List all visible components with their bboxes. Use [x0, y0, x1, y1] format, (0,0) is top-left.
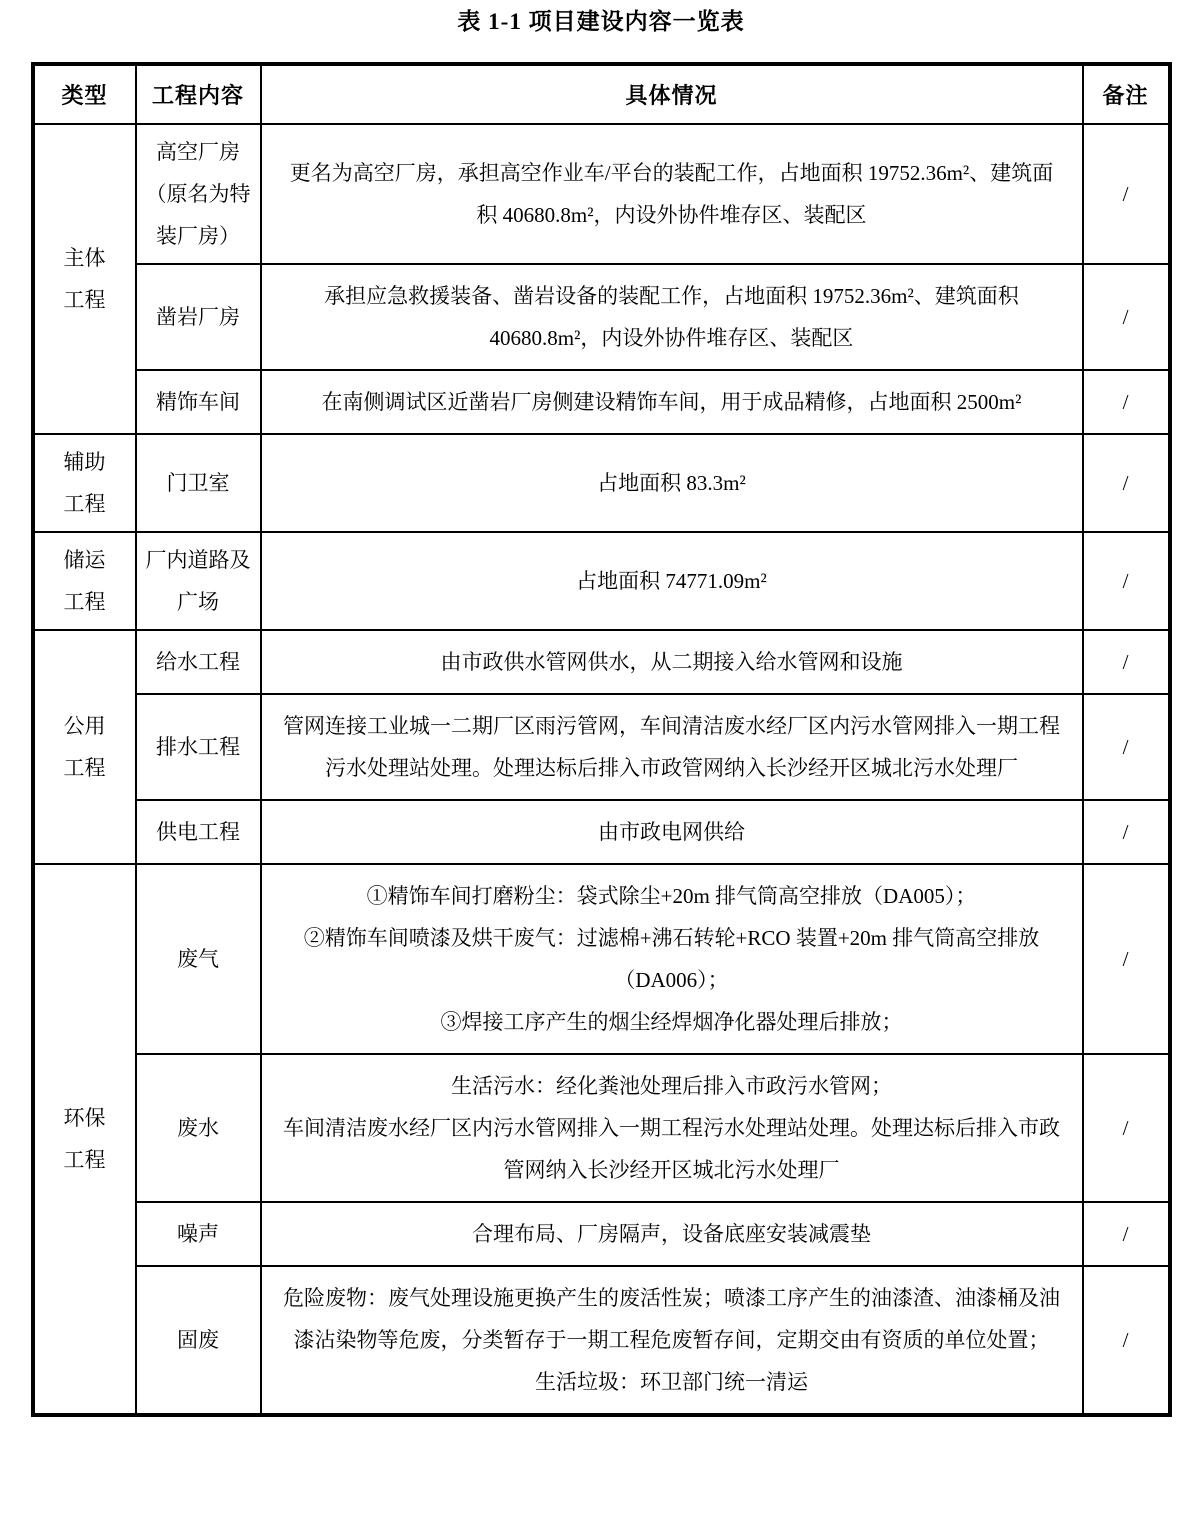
- col-header-type: 类型: [33, 64, 136, 124]
- table-row: [33, 124, 1170, 264]
- table-row: [33, 434, 1170, 532]
- details-cell: [261, 1054, 1083, 1202]
- remark-cell: /: [1083, 800, 1170, 864]
- table-row: [33, 630, 1170, 694]
- remark-cell: /: [1083, 124, 1170, 264]
- detail-paragraph: 承担应急救援装备、凿岩设备的装配工作，占地面积 19752.36m²、建筑面积 40680.8m²，内设外协件堆存区、装配区: [324, 284, 1019, 350]
- table-row: [33, 264, 1170, 370]
- detail-paragraph: ③焊接工序产生的烟尘经焊烟净化器处理后排放；: [440, 1010, 903, 1034]
- detail-paragraph: 在南侧调试区近凿岩厂房侧建设精饰车间，用于成品精修，占地面积 2500m²: [321, 390, 1022, 414]
- type-cell: 环保工程: [33, 864, 136, 1415]
- details-cell: [261, 370, 1083, 434]
- type-cell: 辅助工程: [33, 434, 136, 532]
- content-cell: 排水工程: [136, 694, 261, 800]
- table-title: 表 1-1 项目建设内容一览表: [457, 9, 745, 34]
- detail-paragraph: 合理布局、厂房隔声，设备底座安装减震垫: [472, 1222, 871, 1246]
- detail-paragraph: 占地面积 74771.09m²: [576, 569, 767, 593]
- content-cell: 高空厂房（原名为特装厂房）: [136, 124, 261, 264]
- detail-paragraph: 车间清洁废水经厂区内污水管网排入一期工程污水处理站处理。处理达标后排入市政管网纳入长沙经开区城北污水处理厂: [283, 1116, 1060, 1182]
- remark-cell: /: [1083, 630, 1170, 694]
- details-cell: [261, 1266, 1083, 1415]
- remark-cell: /: [1083, 864, 1170, 1054]
- detail-paragraph: 由市政供水管网供水，从二期接入给水管网和设施: [440, 650, 903, 674]
- table-row: [33, 694, 1170, 800]
- type-cell: 公用工程: [33, 630, 136, 864]
- details-cell: [261, 694, 1083, 800]
- remark-cell: /: [1083, 694, 1170, 800]
- table-row: [33, 1202, 1170, 1266]
- detail-paragraph: 更名为高空厂房，承担高空作业车/平台的装配工作，占地面积 19752.36m²、建筑面积 40680.8m²，内设外协件堆存区、装配区: [289, 161, 1054, 227]
- detail-paragraph: 生活垃圾：环卫部门统一清运: [535, 1370, 808, 1394]
- table-row: [33, 532, 1170, 630]
- remark-cell: /: [1083, 370, 1170, 434]
- type-cell: 储运工程: [33, 532, 136, 630]
- details-cell: [261, 532, 1083, 630]
- table-row: [33, 370, 1170, 434]
- content-cell: 给水工程: [136, 630, 261, 694]
- remark-cell: /: [1083, 264, 1170, 370]
- col-header-content: 工程内容: [136, 64, 261, 124]
- content-cell: 废气: [136, 864, 261, 1054]
- details-cell: [261, 864, 1083, 1054]
- detail-paragraph: ①精饰车间打磨粉尘：袋式除尘+20m 排气筒高空排放（DA005）；: [366, 884, 977, 908]
- table-row: [33, 800, 1170, 864]
- details-cell: [261, 1202, 1083, 1266]
- detail-paragraph: 生活污水：经化粪池处理后排入市政污水管网；: [451, 1074, 892, 1098]
- remark-cell: /: [1083, 532, 1170, 630]
- details-cell: [261, 800, 1083, 864]
- content-cell: 精饰车间: [136, 370, 261, 434]
- remark-cell: /: [1083, 1202, 1170, 1266]
- col-header-remark: 备注: [1083, 64, 1170, 124]
- detail-paragraph: 由市政电网供给: [598, 820, 745, 844]
- details-cell: [261, 434, 1083, 532]
- detail-paragraph: ②精饰车间喷漆及烘干废气：过滤棉+沸石转轮+RCO 装置+20m 排气筒高空排放（DA006）；: [303, 926, 1040, 992]
- table-row: [33, 1054, 1170, 1202]
- remark-cell: /: [1083, 434, 1170, 532]
- header-row: [33, 64, 1170, 124]
- content-cell: 厂内道路及广场: [136, 532, 261, 630]
- details-cell: [261, 630, 1083, 694]
- detail-paragraph: 危险废物：废气处理设施更换产生的废活性炭；喷漆工序产生的油漆渣、油漆桶及油漆沾染物等危废，分类暂存于一期工程危废暂存间，定期交由有资质的单位处置；: [283, 1286, 1060, 1352]
- project-construction-table: [31, 62, 1172, 1417]
- remark-cell: /: [1083, 1266, 1170, 1415]
- type-cell: 主体工程: [33, 124, 136, 434]
- details-cell: [261, 264, 1083, 370]
- details-cell: [261, 124, 1083, 264]
- content-cell: 固废: [136, 1266, 261, 1415]
- content-cell: 废水: [136, 1054, 261, 1202]
- table-row: [33, 864, 1170, 1054]
- detail-paragraph: 管网连接工业城一二期厂区雨污管网，车间清洁废水经厂区内污水管网排入一期工程污水处理站处理。处理达标后排入市政管网纳入长沙经开区城北污水处理厂: [283, 714, 1060, 780]
- remark-cell: /: [1083, 1054, 1170, 1202]
- content-cell: 门卫室: [136, 434, 261, 532]
- content-cell: 供电工程: [136, 800, 261, 864]
- content-cell: 噪声: [136, 1202, 261, 1266]
- content-cell: 凿岩厂房: [136, 264, 261, 370]
- detail-paragraph: 占地面积 83.3m²: [597, 471, 746, 495]
- table-row: [33, 1266, 1170, 1415]
- col-header-details: 具体情况: [261, 64, 1083, 124]
